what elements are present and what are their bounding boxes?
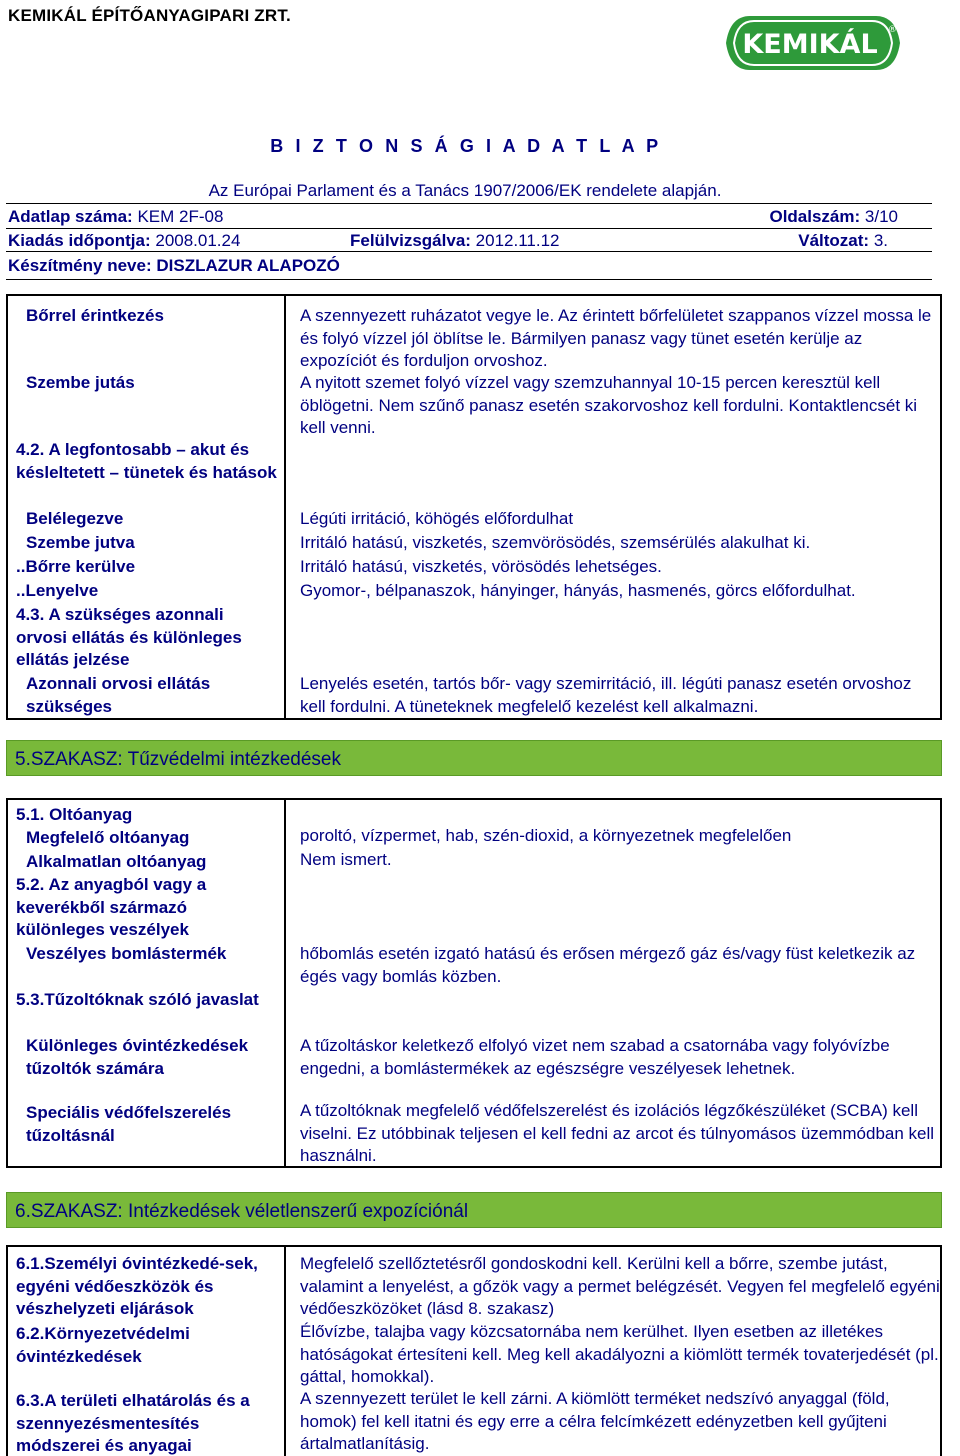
- section-5-title: 5.SZAKASZ: Tűzvédelmi intézkedések: [15, 749, 341, 770]
- firefighting-table: [6, 798, 942, 1168]
- section-6-heading: [6, 1192, 942, 1228]
- product-name: DISZLAZUR ALAPOZÓ: [156, 256, 340, 275]
- decomposition-text: hőbomlás esetén izgató hatású és erősen mérgező gáz és/vagy füst keletkezik az égés vagy bomlás közben.: [300, 944, 916, 986]
- skin-symptom-label: ..Bőrre kerülve: [16, 557, 136, 576]
- subsection-5-1-label: 5.1. Oltóanyag: [16, 805, 133, 824]
- subsection-6-3-text: A szennyezett terület le kell zárni. A kiömlött terméket nedszívó anyaggal (föld, homok) fel kell itatni és egy erre a célra felcímkézett edényzetben kell gyűjteni ártalmatlanításig.: [300, 1389, 890, 1453]
- subsection-5-2-label: 5.2. Az anyagból vagy a keverékből származó különleges veszélyek: [16, 875, 207, 939]
- version-label: Változat:: [798, 231, 870, 250]
- skin-contact-label: Bőrrel érintkezés: [26, 306, 164, 325]
- issue-date-label: Kiadás időpontja:: [8, 231, 151, 250]
- decomposition-label: Veszélyes bomlástermék: [26, 944, 227, 963]
- skin-contact-text: A szennyezett ruházatot vegye le. Az érintett bőrfelületet szappanos vízzel mossa le és folyó vízzel jól öblítse le. Bármilyen panasz vagy tünet esetén kerülje az expozíciót és forduljon orvoshoz.: [300, 306, 932, 370]
- suitable-media-text: poroltó, vízpermet, hab, szén-dioxid, a környezetnek megfelelően: [300, 826, 792, 845]
- section-5-heading: [6, 740, 942, 776]
- logo-registered-mark: ®: [888, 25, 897, 35]
- issue-date: 2008.01.24: [155, 231, 241, 250]
- ingestion-text: Gyomor-, bélpanaszok, hányinger, hányás, hasmenés, görcs előfordulhat.: [300, 581, 856, 600]
- revision-date: 2012.11.12: [475, 231, 560, 250]
- subsection-6-1-label: 6.1.Személyi óvintézkedé-sek, egyéni védőeszközök és vészhelyzeti eljárások: [16, 1254, 258, 1318]
- column-divider: [284, 800, 286, 1166]
- inhalation-text: Légúti irritáció, köhögés előfordulhat: [300, 509, 574, 528]
- header-divider: [6, 228, 932, 229]
- version: 3.: [873, 231, 888, 250]
- skin-symptom-text: Irritáló hatású, viszketés, vörösödés lehetséges.: [300, 557, 662, 576]
- subsection-5-3-label: 5.3.Tűzoltóknak szóló javaslat: [16, 990, 259, 1009]
- document-title: B I Z T O N S Á G I A D A T L A P: [270, 136, 662, 156]
- ingestion-label: ..Lenyelve: [16, 581, 99, 600]
- subsection-6-3-label: 6.3.A területi elhatárolás és a szennyezésmentesítés módszerei és anyagai: [16, 1391, 250, 1455]
- subsection-4-2-label: 4.2. A legfontosabb – akut és késleltetett – tünetek és hatások: [16, 440, 277, 482]
- inhalation-label: Belélegezve: [26, 509, 124, 528]
- header-divider: [6, 279, 932, 280]
- subsection-6-2-label: 6.2.Környezetvédelmi óvintézkedések: [16, 1324, 190, 1366]
- unsuitable-media-text: Nem ismert.: [300, 850, 392, 869]
- accidental-release-table: [6, 1245, 942, 1456]
- subsection-6-1-text: Megfelelő szellőztetésről gondoskodni kell. Kerülni kell a bőrre, szembe jutást, valamint a lenyelést, a gőzök vagy a permet belégzését. Vegyen fel megfelelő egyéni védőeszközöket (lásd 8. szakasz): [300, 1254, 940, 1318]
- subsection-6-2-text: Élővízbe, talajba vagy közcsatornába nem kerülhet. Ilyen esetben az illetékes hatóságokat értesíteni kell. Meg kell akadályozni a kiömlött termék tovaterjedését (pl. gáttal, homokkal).: [300, 1322, 939, 1386]
- protective-equipment-text: A tűzoltóknak megfelelő védőfelszerelést és izolációs légzőkészüléket (SCBA) kell viselni. Ez utóbbinak teljesen el kell fedni az arcot és túlnyomásos üzemmódban kell használni.: [300, 1101, 935, 1165]
- sheet-number: KEM 2F-08: [137, 207, 224, 226]
- header-divider: [6, 203, 932, 204]
- regulation-reference: Az Európai Parlament és a Tanács 1907/2006/EK rendelete alapján.: [208, 181, 722, 200]
- special-precautions-label: Különleges óvintézkedések tűzoltók számára: [26, 1036, 249, 1078]
- immediate-care-label: Azonnali orvosi ellátás szükséges: [26, 674, 211, 716]
- special-precautions-text: A tűzoltáskor keletkező elfolyó vizet nem szabad a csatornába vagy folyóvízbe engedni, a bomlástermékek az egészségre veszélyesek lehetnek.: [300, 1036, 890, 1078]
- page-number: 3/10: [864, 207, 898, 226]
- column-divider: [284, 1247, 286, 1456]
- first-aid-table: [6, 294, 942, 720]
- sheet-number-label: Adatlap száma:: [8, 207, 133, 226]
- subsection-4-3-label: 4.3. A szükséges azonnali orvosi ellátás és különleges ellátás jelzése: [16, 605, 242, 669]
- eye-contact-label: Szembe jutás: [26, 373, 135, 392]
- revision-date-label: Felülvizsgálva:: [350, 231, 471, 250]
- product-label: Készítmény neve:: [8, 256, 152, 275]
- logo-text: KEMIKÁL: [742, 29, 878, 60]
- kemikal-logo: [720, 10, 906, 76]
- protective-equipment-label: Speciális védőfelszerelés tűzoltásnál: [26, 1103, 232, 1145]
- section-6-title: 6.SZAKASZ: Intézkedések véletlenszerű expozíciónál: [15, 1201, 469, 1222]
- suitable-media-label: Megfelelő oltóanyag: [26, 828, 190, 847]
- eye-symptom-label: Szembe jutva: [26, 533, 135, 552]
- eye-symptom-text: Irritáló hatású, viszketés, szemvörösödés, szemsérülés alakulhat ki.: [300, 533, 811, 552]
- immediate-care-text: Lenyelés esetén, tartós bőr- vagy szemirritáció, ill. légúti panasz esetén orvoshoz kell fordulni. A tüneteknek megfelelő kezelést kell alkalmazni.: [300, 674, 912, 716]
- page-label: Oldalszám:: [769, 207, 861, 226]
- eye-contact-text: A nyitott szemet folyó vízzel vagy szemzuhannyal 10-15 percen keresztül kell öblögetni. Nem szűnő panasz esetén szakorvoshoz kell fordulni. Kontaktlencsét ki kell venni.: [300, 373, 918, 437]
- company-name: KEMIKÁL ÉPÍTŐANYAGIPARI ZRT.: [8, 6, 291, 25]
- header-divider: [6, 251, 932, 252]
- unsuitable-media-label: Alkalmatlan oltóanyag: [26, 852, 207, 871]
- column-divider: [284, 296, 286, 718]
